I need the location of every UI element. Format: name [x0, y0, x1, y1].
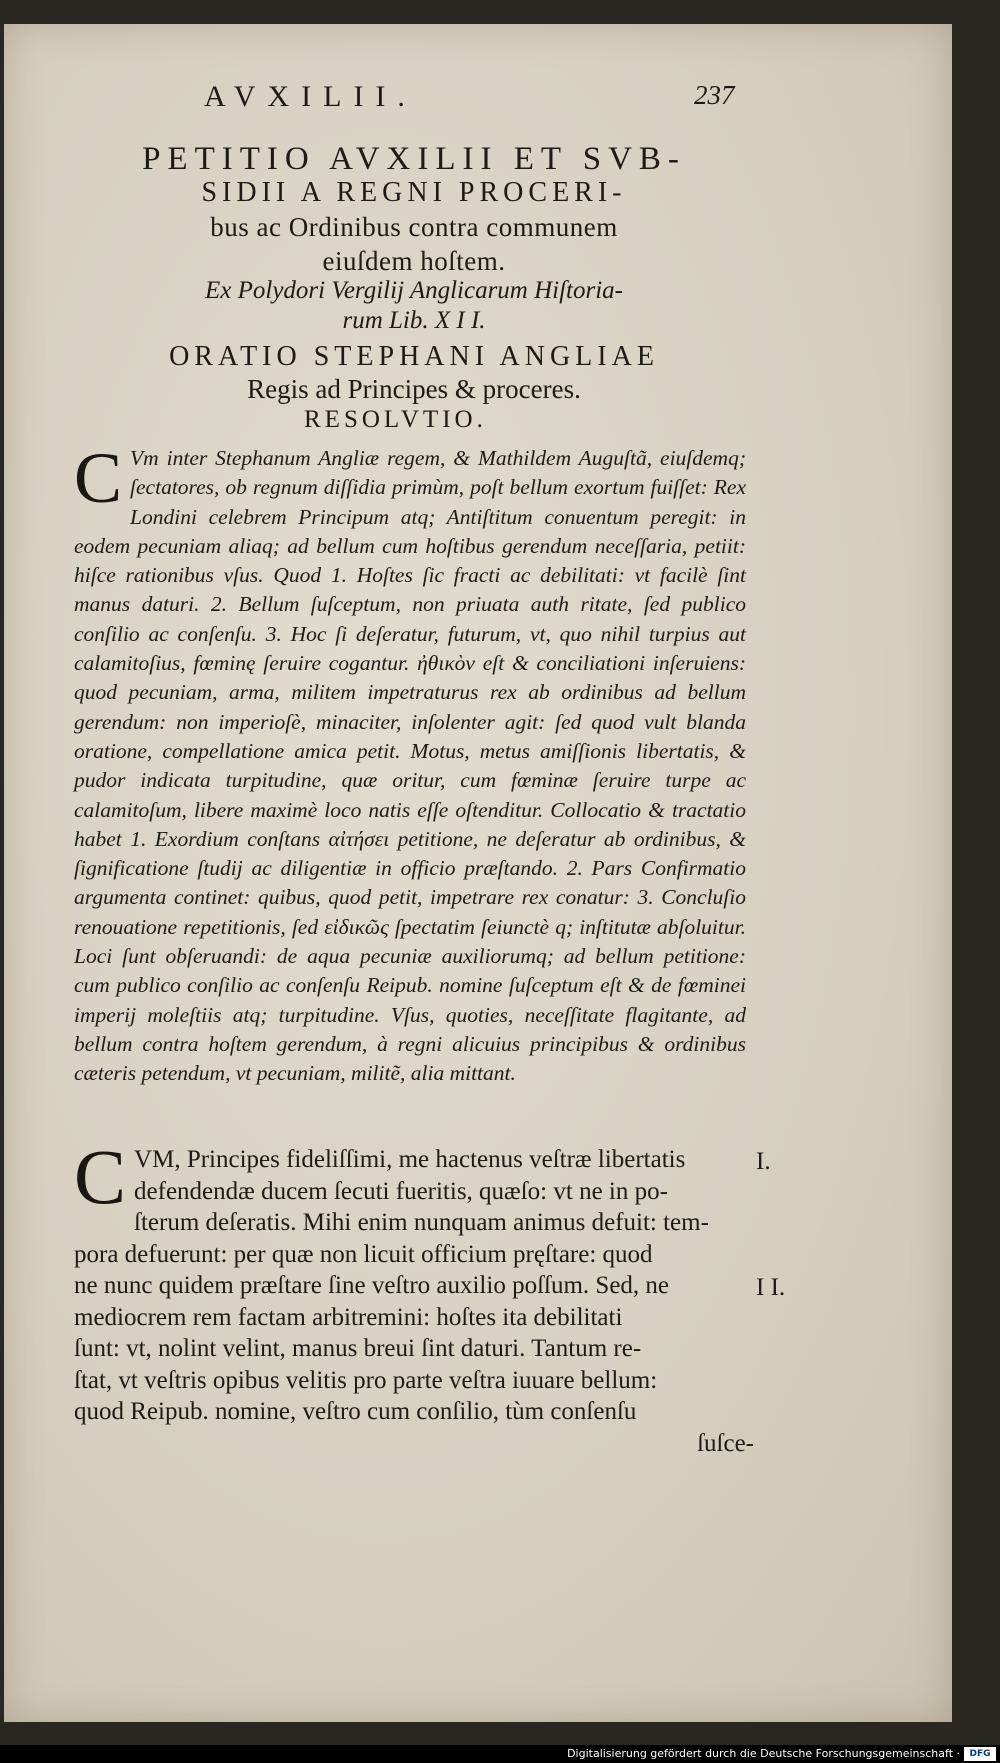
- oration-line: defendendæ ducem ſecuti fueritis, quæſo: vt ne in po-: [134, 1177, 668, 1205]
- dropcap: C: [74, 1133, 127, 1220]
- section-title: [74, 142, 754, 278]
- oration-line: ſtat, vt veſtris opibus velitis pro parte veſtra iuuare bellum:: [74, 1366, 658, 1394]
- oration-line: mediocrem rem factam arbitremini: hoſtes ita debilitati: [74, 1303, 623, 1331]
- footer-credit: Digitalisierung gefördert durch die Deutsche Forschungsgemeinschaft ·: [567, 1747, 960, 1760]
- resolutio-heading: RESOLVTIO.: [304, 406, 487, 433]
- source-citation: [154, 276, 674, 336]
- title-line: PETITIO AVXILII ET SVB-: [142, 141, 686, 177]
- running-head: AVXILII.: [204, 80, 417, 113]
- title-line: bus ac Ordinibus contra communem: [210, 212, 618, 242]
- oration-line: ſterum deſeratis. Mihi enim nunquam animus defuit: tem-: [134, 1209, 709, 1236]
- oration-line: quod Reipub. nomine, veſtro cum conſilio, tùm conſenſu: [74, 1398, 637, 1425]
- resolutio-text: Vm inter Stephanum Angliæ regem, & Mathildem Auguſtã, eiuſdemq; ſectatores, ob regnum diſſidia primùm, poſt bellum exortum fuiſſet: Rex Londini celebrem Principum atq; Antiſtitum conuentum peregit: in eodem pecuniam aliaq; ad bellum cum hoſtibus gerendum neceſſaria, petiit: hiſce rationibus vſus. Quod 1. Hoſtes ſic fracti ac debilitati: vt facilè ſint manus daturi. 2. Bellum ſuſceptum, non priuata auth ritate, ſed publico conſilio ac conſenſu. 3. Hoc ſi deſeratur, futurum, vt, quo nihil turpius aut calamitoſius, fœminę ſeruire cogantur. ἠθικὸν eſt & conciliationi inſeruiens: quod pecuniam, arma, militem impetraturus rex ab ordinibus ad bellum gerendum: non imperioſè, minaciter, inſolenter agit: ſed quod vult blanda oratione, compellatione amica petit. Motus, metus amiſſionis libertatis, & pudor indicata turpitudine, quæ oritur, cum fœminæ ſeruire turpe ac calamitoſum, libere maximè loco natis eſſe oſtenditur. Collocatio & tractatio habet 1. Exordium conſtans αἰτήσει petitione, ne deſeratur ab ordinibus, & ſignificatione ſtudij ac diligentiæ in officio præſtando. 2. Pars Confirmatio argumenta continet: quibus, quod petit, impetrare rex conatur: 3. Concluſio renouatione repetitionis, ſed εἰδικῶς ſpectatim ſeiunctè q; inſtitutæ abſoluitur. Loci ſunt obſeruandi: de aqua pecuniæ auxiliorumq; ad bellum petitione: cum publico conſilio ac conſenſu Reipub. nomine ſuſceptum eſt & de fœminei imperij moleſtiis atq; turpitudine. Vſus, quoties, neceſſitate flagitante, ad bellum contra hoſtem gerendum, à regni alicuius principibus & ordinibus cæteris petendum, vt pecuniam, militẽ, alia mittant.: [74, 446, 746, 1086]
- source-line: Ex Polydori Vergilij Anglicarum Hiſtoria-: [204, 277, 624, 304]
- margin-numeral: I.: [756, 1148, 771, 1175]
- oration-line: ſuſce-: [697, 1429, 754, 1457]
- dfg-logo: DFG: [964, 1747, 996, 1761]
- oration-line: ſunt: vt, nolint velint, manus breui ſint daturi. Tantum re-: [74, 1335, 642, 1362]
- title-line: SIDII A REGNI PROCERI-: [201, 177, 627, 208]
- oration-line: pora defuerunt: per quæ non licuit officium pręſtare: quod: [74, 1240, 653, 1268]
- oration-line: ne nunc quidem præſtare ſine veſtro auxilio poſſum. Sed, ne: [74, 1272, 670, 1299]
- source-line: rum Lib. X I I.: [342, 307, 486, 334]
- dropcap: C: [74, 438, 123, 518]
- oration-line: VM, Principes fideliſſimi, me hactenus veſtræ libertatis: [134, 1146, 686, 1173]
- oration-heading: [84, 340, 744, 406]
- oration-paragraph: [74, 1133, 754, 1459]
- resolutio-paragraph: [74, 438, 746, 1089]
- oration-heading-line: ORATIO STEPHANI ANGLIAE: [169, 341, 659, 372]
- page-number: 237: [694, 80, 735, 110]
- oration-heading-line: Regis ad Principes & proceres.: [247, 374, 581, 404]
- margin-numeral: I I.: [756, 1274, 786, 1301]
- book-page: [4, 24, 952, 1722]
- title-line: eiuſdem hoſtem.: [322, 246, 506, 276]
